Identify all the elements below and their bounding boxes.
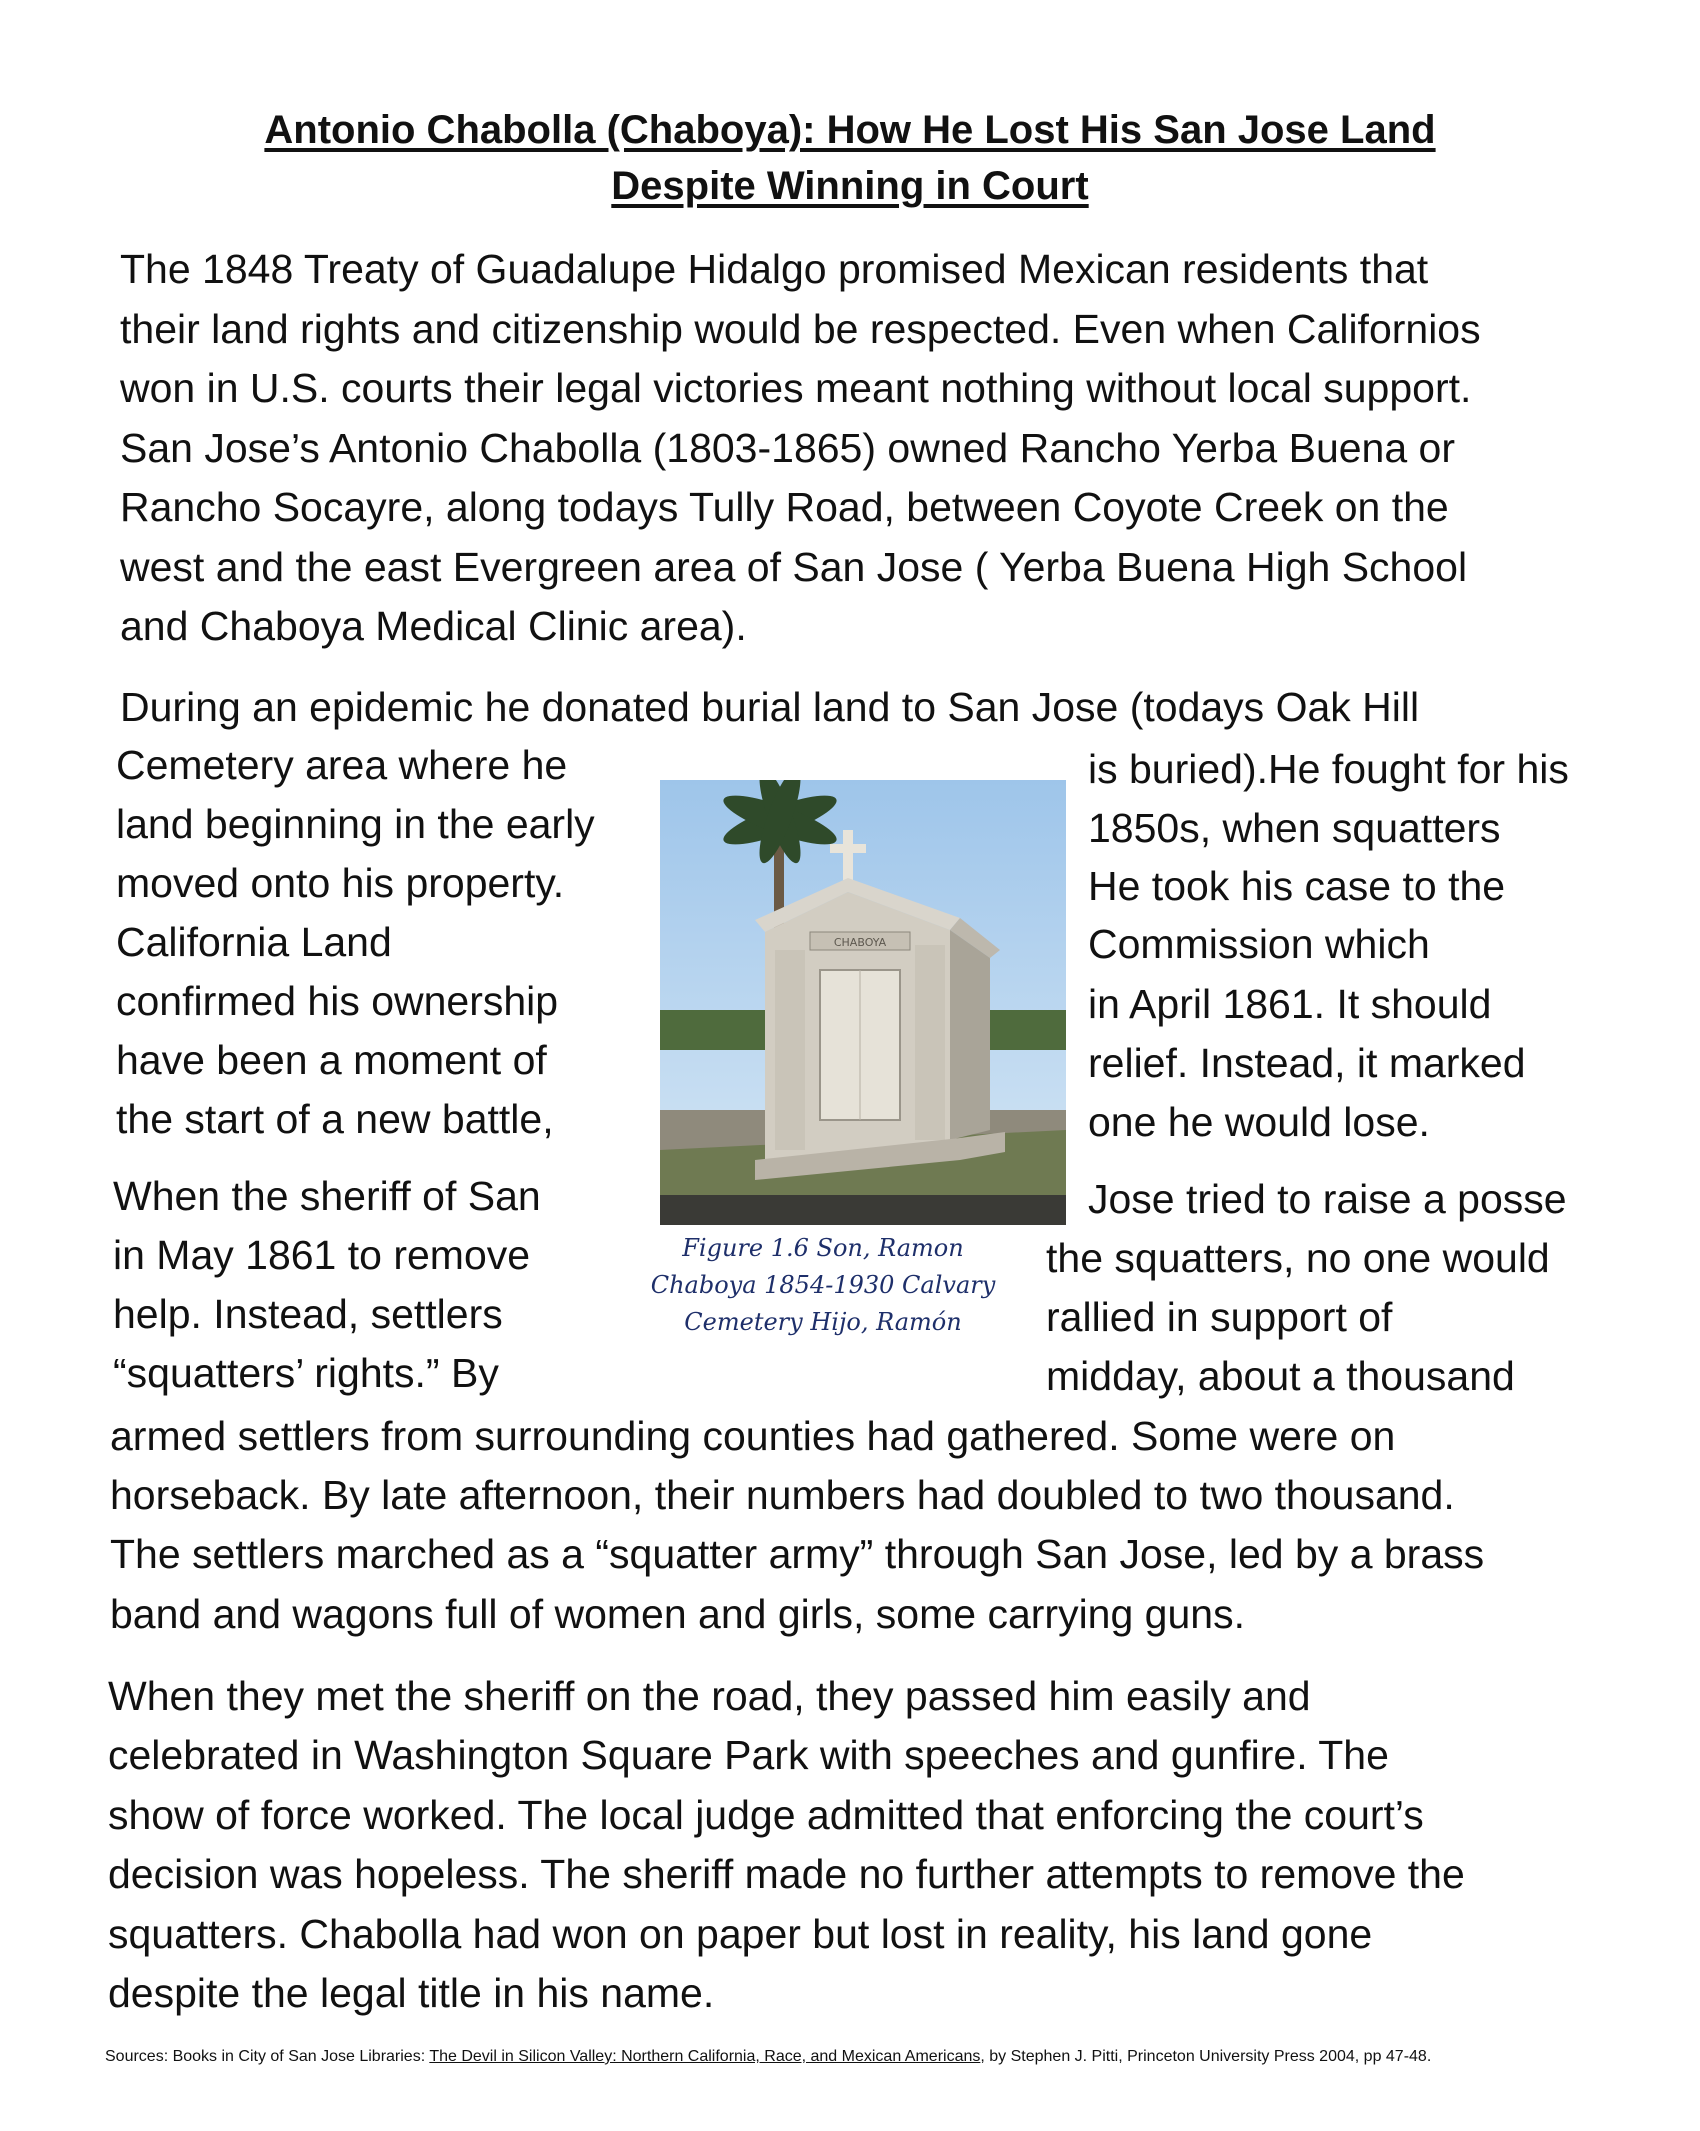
text-line: squatters. Chabolla had won on paper but lost in reality, his land gone [108,1911,1373,1957]
sources-suffix: , by Stephen J. Pitti, Princeton University Press 2004, pp 47-48. [980,2048,1432,2065]
mausoleum-plaque-text: CHABOYA [833,936,887,949]
text-line-right: the squatters, no one would [1046,1235,1550,1281]
text-line-left: confirmed his ownership [116,978,559,1024]
text-line: decision was hopeless. The sheriff made no further attempts to remove the [108,1851,1465,1897]
text-line-right: rallied in support of [1046,1294,1393,1340]
text-line-left: in May 1861 to remove [113,1232,531,1278]
mausoleum-photo [660,780,1066,1225]
text-line: The 1848 Treaty of Guadalupe Hidalgo promised Mexican residents that [120,246,1429,292]
text-line: horseback. By late afternoon, their numbers had doubled to two thousand. [110,1472,1455,1518]
text-line: and Chaboya Medical Clinic area). [120,603,747,649]
text-line-right: Commission which [1088,921,1430,967]
text-line-right: 1850s, when squatters [1088,805,1501,851]
text-line-left: moved onto his property. [116,860,565,906]
title-line-2: Despite Winning in Court [611,164,1089,208]
text-line: won in U.S. courts their legal victories meant nothing without local support. [120,365,1472,411]
text-line: show of force worked. The local judge admitted that enforcing the court’s [108,1792,1424,1838]
text-line: armed settlers from surrounding counties had gathered. Some were on [110,1413,1396,1459]
text-line-right: midday, about a thousand [1046,1353,1515,1399]
text-line-left: Cemetery area where he [116,742,568,788]
text-line: During an epidemic he donated burial land to San Jose (todays Oak Hill [120,684,1420,730]
text-line-right: in April 1861. It should [1088,981,1492,1027]
sources-book-title: The Devil in Silicon Valley: Northern California, Race, and Mexican Americans [429,2048,981,2065]
figure-caption [620,1230,1026,1341]
text-line-left: the start of a new battle, [116,1096,554,1142]
text-line-right: Jose tried to raise a posse [1088,1176,1567,1222]
text-line-right: He took his case to the [1088,863,1506,909]
text-line-right: one he would lose. [1088,1099,1430,1145]
text-line: west and the east Evergreen area of San Jose ( Yerba Buena High School [120,544,1468,590]
text-line-left: land beginning in the early [116,801,595,847]
mausoleum-illustration [660,780,1066,1225]
text-line: despite the legal title in his name. [108,1970,715,2016]
sources-prefix: Sources: Books in City of San Jose Libraries: [105,2048,430,2065]
text-line: Rancho Socayre, along todays Tully Road, between Coyote Creek on the [120,484,1449,530]
text-line-right: is buried).He fought for his [1088,746,1569,792]
text-line: When they met the sheriff on the road, they passed him easily and [108,1673,1311,1719]
text-line: celebrated in Washington Square Park with speeches and gunfire. The [108,1732,1389,1778]
text-line-left: have been a moment of [116,1037,547,1083]
text-line-left: help. Instead, settlers [113,1291,503,1337]
title-line-1: Antonio Chabolla (Chaboya): How He Lost His San Jose Land [264,108,1436,152]
text-line-left: When the sheriff of San [113,1173,541,1219]
text-line: band and wagons full of women and girls, some carrying guns. [110,1591,1245,1637]
text-line-left: “squatters’ rights.” By [113,1350,499,1396]
text-line: The settlers marched as a “squatter army” through San Jose, led by a brass [110,1531,1485,1577]
text-line: their land rights and citizenship would be respected. Even when Californios [120,306,1481,352]
text-line-right: relief. Instead, it marked [1088,1040,1526,1086]
text-line-left: California Land [116,919,392,965]
sources-citation [105,2046,1431,2068]
text-line: San Jose’s Antonio Chabolla (1803-1865) owned Rancho Yerba Buena or [120,425,1456,471]
caption-line: Cemetery Hijo, Ramón [684,1308,962,1336]
caption-line: Chaboya 1854-1930 Calvary [650,1271,996,1299]
document-title [160,102,1540,214]
caption-line: Figure 1.6 Son, Ramon [682,1234,964,1262]
